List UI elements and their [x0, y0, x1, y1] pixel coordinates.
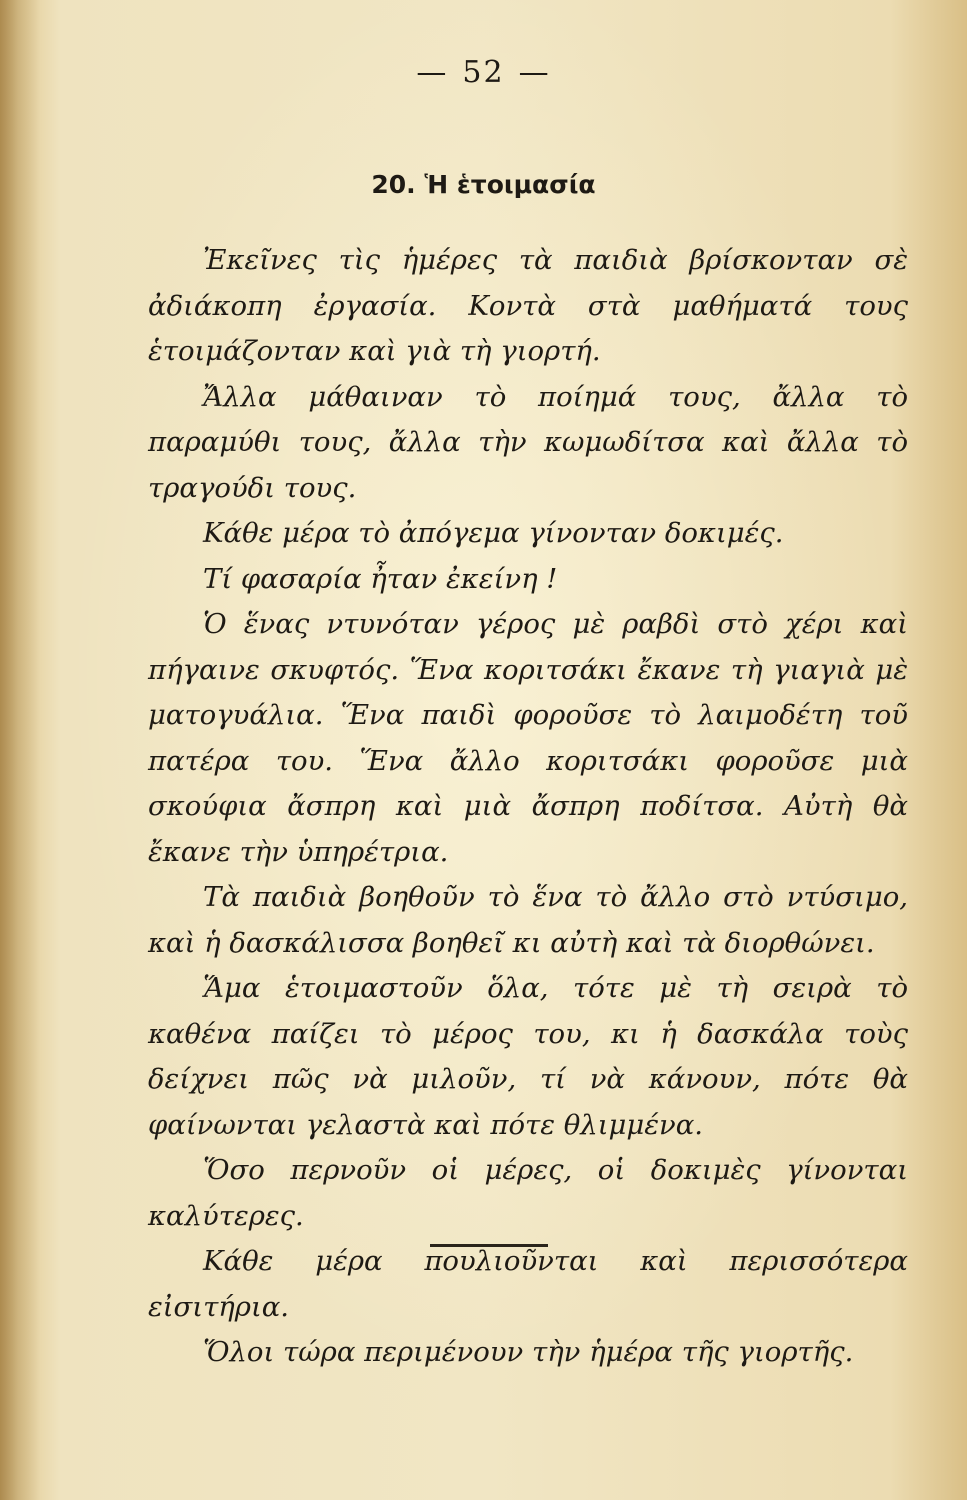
paragraph: Κάθε μέρα τὸ ἀπόγεμα γίνονταν δοκιμές.	[203, 517, 784, 549]
section-title: 20. Ἡ ἑτοιμασία	[371, 170, 596, 199]
paragraph: Ἅμα ἑτοιμαστοῦν ὅλα, τότε μὲ τὴ σειρὰ τὸ καθένα παίζει τὸ μέρος του, κι ἡ δασκάλα τοὺς δείχνει πῶς νὰ μιλοῦν, τί νὰ κάνουν, πότε θὰ φαίνωνται γελαστὰ καὶ πότε θλιμμένα.	[148, 972, 908, 1141]
paragraph: Τί φασαρία ἦταν ἐκείνη !	[203, 562, 558, 595]
page-binding-shadow	[0, 0, 40, 1500]
body-text	[148, 238, 908, 1376]
paragraph: Ὅλοι τώρα περιμένουν τὴν ἡμέρα τῆς γιορτῆς.	[203, 1336, 854, 1368]
page-number-dash-right: —	[518, 55, 551, 90]
paragraph: Ὅσο περνοῦν οἱ μέρες, οἱ δοκιμὲς γίνονται καλύτερες.	[148, 1154, 908, 1232]
paragraph: Ἐκεῖνες τὶς ἡμέρες τὰ παιδιὰ βρίσκονταν σὲ ἀδιάκοπη ἐργασία. Κοντὰ στὰ μαθήματά τους ἑτοιμάζονταν καὶ γιὰ τὴ γιορτή.	[148, 244, 908, 367]
page-number-value: 52	[462, 55, 505, 90]
paragraph: Τὰ παιδιὰ βοηθοῦν τὸ ἕνα τὸ ἄλλο στὸ ντύσιμο, καὶ ἡ δασκάλισσα βοηθεῖ κι αὐτὴ καὶ τὰ διορθώνει.	[148, 881, 908, 959]
section-end-rule	[430, 1244, 548, 1247]
paragraph: Ὁ ἕνας ντυνόταν γέρος μὲ ραβδὶ στὸ χέρι καὶ πήγαινε σκυφτός. Ἕνα κοριτσάκι ἔκανε τὴ γιαγιὰ μὲ ματογυάλια. Ἕνα παιδὶ φοροῦσε τὸ λαιμοδέτη τοῦ πατέρα του. Ἕνα ἄλλο κοριτσάκι φοροῦσε μιὰ σκούφια ἄσπρη καὶ μιὰ ἄσπρη ποδίτσα. Αὐτὴ θὰ ἔκανε τὴν ὑπηρέτρια.	[148, 608, 908, 868]
paragraph: Κάθε μέρα πουλιοῦνται καὶ περισσότερα εἰσιτήρια.	[148, 1245, 908, 1323]
paragraph: Ἄλλα μάθαιναν τὸ ποίημά τους, ἄλλα τὸ παραμύθι τους, ἄλλα τὴν κωμωδίτσα καὶ ἄλλα τὸ τραγούδι τους.	[148, 380, 908, 504]
page-number-dash-left: —	[416, 55, 449, 90]
page-number	[0, 55, 967, 90]
